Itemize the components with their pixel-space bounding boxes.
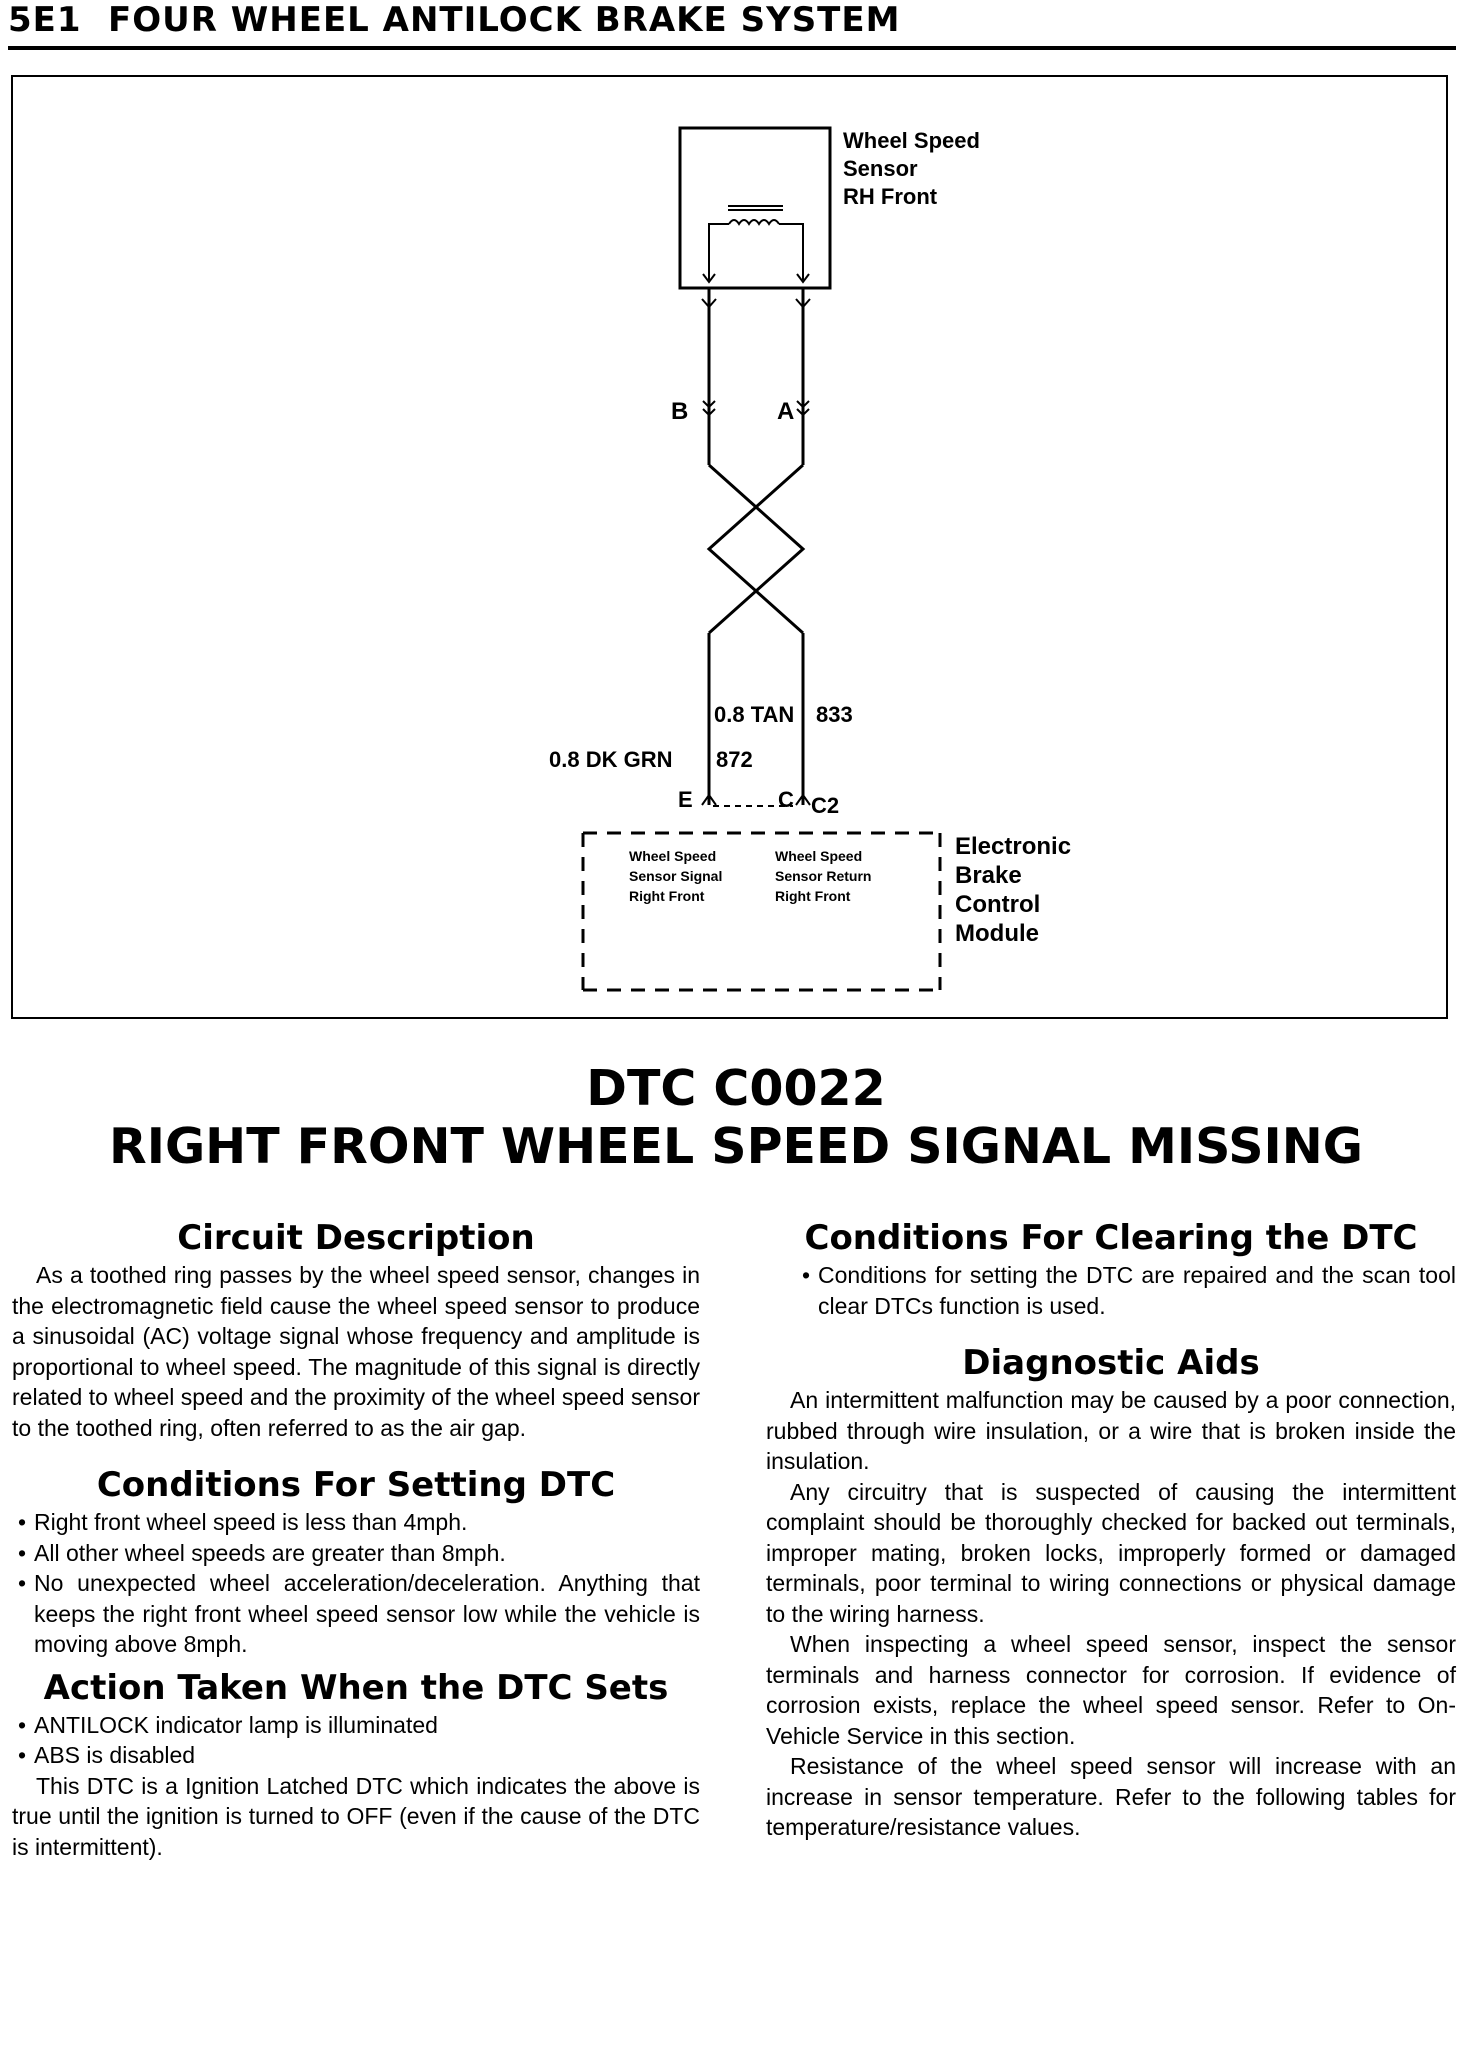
setting-conditions-list	[12, 1507, 700, 1660]
terminal-b: B	[671, 398, 689, 425]
action-taken-text: This DTC is a Ignition Latched DTC which indicates the above is true until the ignition is turned to OFF (even if the cause of the DTC is intermittent).	[12, 1772, 700, 1860]
list-item: • Right front wheel speed is less than 4mph.	[12, 1507, 700, 1538]
list-item: • No unexpected wheel acceleration/deceleration. Anything that keeps the right front wheel speed sensor low while the vehicle is moving above 8mph.	[12, 1568, 700, 1660]
pin-c-desc: Wheel Speed Sensor Return Right Front	[775, 848, 872, 904]
diagnostic-aids-paragraph: When inspecting a wheel speed sensor, inspect the sensor terminals and harness connector for corrosion. If evidence of corrosion exists, replace the wheel speed sensor. Refer to On-Vehicle Service in this section.	[766, 1631, 1456, 1749]
dtc-name: RIGHT FRONT WHEEL SPEED SIGNAL MISSING	[109, 1118, 1363, 1175]
clearing-conditions-heading: Conditions For Clearing the DTC	[804, 1218, 1418, 1258]
setting-conditions-heading: Conditions For Setting DTC	[96, 1465, 616, 1505]
connector-glyphs	[702, 299, 810, 806]
wire-grn-circuit: 872	[716, 747, 753, 772]
diagnostic-aids-paragraph: An intermittent malfunction may be caused by a poor connection, rubbed through wire insulation, or a wire that is broken inside the insulation.	[766, 1387, 1456, 1474]
wire-grn-label: 0.8 DK GRN	[549, 747, 673, 772]
action-taken-list	[12, 1710, 700, 1771]
circuit-description-text: As a toothed ring passes by the wheel speed sensor, changes in the electromagnetic field cause the wheel speed sensor to produce a sinusoidal (AC) voltage signal whose frequency and amplitude is proportional to wheel speed. The magnitude of this signal is directly related to wheel speed and the proximity of the wheel speed sensor to the toothed ring, often referred to as the air gap.	[12, 1262, 700, 1441]
connector-c2: C2	[811, 793, 840, 818]
right-column	[766, 1216, 1456, 1843]
diagnostic-aids-heading: Diagnostic Aids	[962, 1343, 1260, 1383]
sensor-box	[680, 128, 830, 288]
wire-tan-label: 0.8 TAN	[714, 702, 795, 727]
list-item: • ANTILOCK indicator lamp is illuminated	[12, 1710, 700, 1741]
list-item: • ABS is disabled	[12, 1740, 700, 1771]
pin-e-desc: Wheel Speed Sensor Signal Right Front	[629, 848, 723, 904]
list-item: • Conditions for setting the DTC are repaired and the scan tool clear DTCs function is used.	[796, 1260, 1456, 1321]
section-title: FOUR WHEEL ANTILOCK BRAKE SYSTEM	[108, 0, 901, 40]
left-column	[12, 1216, 700, 1862]
wiring-diagram	[11, 75, 1448, 1019]
sensor-wires	[709, 288, 803, 805]
circuit-description-heading: Circuit Description	[177, 1218, 535, 1258]
pin-c: C	[778, 787, 794, 812]
diagnostic-aids-paragraph: Any circuitry that is suspected of causing the intermittent complaint should be thoroughly checked for backed out terminals, improper mating, broken locks, improperly formed or damaged terminals, poor terminal to wiring connections or physical damage to the wiring harness.	[766, 1478, 1456, 1627]
page-header	[8, 0, 1456, 52]
dtc-title	[0, 1060, 1472, 1176]
header-rule	[8, 46, 1456, 50]
terminal-a: A	[777, 398, 795, 425]
sensor-label: Wheel Speed Sensor RH Front	[843, 128, 980, 209]
pin-e: E	[678, 787, 693, 812]
section-number: 5E1	[8, 0, 82, 40]
diagnostic-aids-paragraph: Resistance of the wheel speed sensor will increase with an increase in sensor temperature. Refer to the following tables for temperature/resistance values.	[766, 1753, 1456, 1840]
sensor-coil-icon	[703, 206, 809, 282]
list-item: • All other wheel speeds are greater than 8mph.	[12, 1538, 700, 1569]
module-label: Electronic Brake Control Module	[955, 833, 1072, 947]
action-taken-heading: Action Taken When the DTC Sets	[43, 1667, 669, 1708]
wire-tan-circuit: 833	[816, 702, 853, 727]
wiring-diagram-svg	[13, 77, 1446, 1017]
dtc-code: DTC C0022	[586, 1060, 886, 1117]
clearing-conditions-list	[766, 1260, 1456, 1321]
